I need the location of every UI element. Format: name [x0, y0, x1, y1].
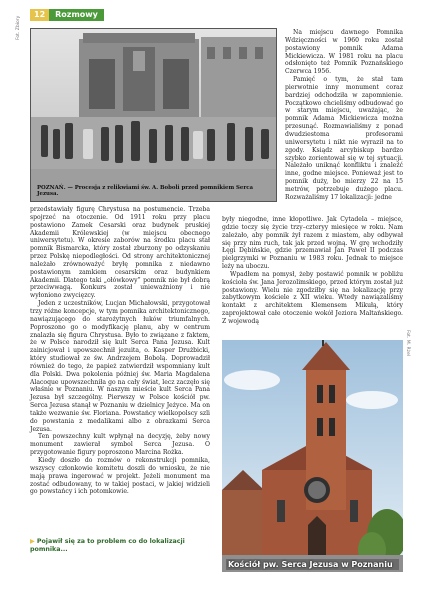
- header-band: [0, 0, 431, 24]
- section-name: Rozmowy: [49, 9, 104, 21]
- church-photo-image: [222, 340, 403, 572]
- church-photo-caption: Kościół pw. Serca Jezusa w Poznaniu: [226, 559, 399, 570]
- paragraph: przedstawiały figurę Chrystusa na postumencie. Trzeba spojrzeć na otoczenie. Od 1911 roku przy placu postawiono Zamek Cesarski oraz budynek pruskiej Akademii Królewskiej (w miejscu obecnego uniwersytetu). W okresie zaborów na środku placu stał pomnik Bismarcka, który został zburzony po odzyskaniu przez Polskę niepodległości. Od strony architektonicznej należało zrównoważyć bryłę pomnika z niedawno postawionym zamkiem cesarskim oraz budynkiem Akademii. Dlatego taki „ołówkowy” pomnik nie był dobrą przeciwwagą. Konkurs został unieważniony i nie wyłoniono zwycięzcy.: [30, 206, 210, 300]
- text-column-right-middle: [222, 216, 403, 326]
- paragraph: Kiedy doszło do rozmów o rekonstrukcji pomnika, wszyscy członkowie komitetu doszli do wniosku, że nie mają prawa ingerować w projekt. Jeżeli monument ma zostać odbudowany, to w takiej postaci, w jakiej widzieli go powstańcy i ich potomkowie.: [30, 457, 210, 496]
- arrow-icon: ▶: [30, 538, 35, 545]
- paragraph: Ten powszechny kult wpłynął na decyzję, żeby nowy monument zawierał symbol Serca Jezusa. O przygotowanie figury poproszono Marcina Rożka.: [30, 433, 210, 457]
- teaser-text: Pojawił się za to problem co do lokalizacji pomnika...: [30, 538, 185, 553]
- section-tag: [30, 9, 104, 21]
- photo1-credit: Fot. Zbiory: [16, 15, 21, 40]
- church-photo: [222, 340, 403, 572]
- page-number: 12: [30, 9, 49, 21]
- teaser-question: [30, 538, 210, 554]
- paragraph: Wpadłem na pomysł, żeby postawić pomnik w pobliżu kościoła św. Jana Jerozolimskiego, przed którym został już postawiony. Wielu nie zgodziłby się na lokalizację przy zabytkowym kościele z XII wieku. Wtedy nawiązaliśmy kontakt z architektem Klemensem Mikułą, który zaprojektował całe otoczenie wokół Jeziora Maltańskiego. Z wojewodą: [222, 270, 403, 325]
- paragraph: Na miejscu dawnego Pomnika Wdzięczności w 1960 roku został postawiony pomnik Adama Mickiewicza. W 1981 roku na placu odsłonięto też Pomnik Poznańskiego Czerwca 1956.: [285, 29, 403, 76]
- paragraph: Pamięć o tym, że stał tam pierwotnie inny monument coraz bardziej odchodziła w zapomnienie. Początkowo chcieliśmy odbudować go w starym miejscu, uważając, że pomnik Adama Mickiewicza można przesunąć. Rozmawialiśmy z ponad dwudziestoma profesorami uniwersytetu i nikt nie wyraził na to zgody. Ksiądz arcybiskup bardzo szybko zorientował się w tej sytuacji. Należało uniknąć konfliktu i znaleźć inne, godne miejsce. Ponieważ jest to pomnik duży, bo mierzy 22 na 15 metrów, potrzebuje dużego placu. Rozważaliśmy 17 lokalizacji: jedne: [285, 76, 403, 201]
- text-column-left: [30, 206, 210, 496]
- text-column-right-top: [285, 29, 403, 202]
- paragraph: były niegodne, inne kłopotliwe. Jak Cytadela – miejsce, gdzie toczy się życie trzy–czteryy miesięce w roku. Nam zależało, aby pomnik żył razem z miastem, aby odbywał się przy nim ruch, tak jak przed wojną. W grę wchodziły Łęgi Dębińskie, gdzie przemawiał Jan Paweł II podczas pielgrzymki w Poznaniu w 1983 roku. Jednak to miejsce leży na uboczu.: [222, 216, 403, 271]
- historical-photo: [30, 28, 277, 202]
- historical-photo-caption: POZNAŃ. — Procesja z relikwiami św. A. Boboli przed pomnikiem Serca Jezusa.: [37, 185, 253, 197]
- paragraph: Jeden z uczestników, Lucjan Michałowski, przygotował trzy różne koncepcje, w tym pomnika architektonicznego, nawiązującego do starożytnych łuków triumfalnych. Poproszono go o modyfikację planu, aby w centrum znalazła się figura Chrystusa. Było to związane z faktem, że w Polsce narodził się kult Serca Pana Jezusa. Kult zainicjował i upowszechnił jezuita, o. Kasper Drużbicki, który studiował ze św. Andrzejem Bobolą. Doprowadził również do tego, że papież zatwierdził wspomniany kult dla Polski. Dwa pokolenia później św. Maria Magdalena Alacoque upowszechniła go na cały świat, lecz zaczęło się właśnie w Poznaniu. W naszym mieście kult Serca Pana Jezusa był szczególny. Pierwszy w Polsce kościół pw. Serca Jezusa stanął w Poznaniu w dzielnicy Jeżyce. Ma on także wezwanie św. Floriana. Powstańcy wielkopolscy szli do powstania z medalikami albo z obrazkami Serca Jezusa.: [30, 300, 210, 433]
- historical-photo-image: [31, 29, 276, 201]
- church-photo-credit: Fot. M. Rżel: [405, 330, 410, 357]
